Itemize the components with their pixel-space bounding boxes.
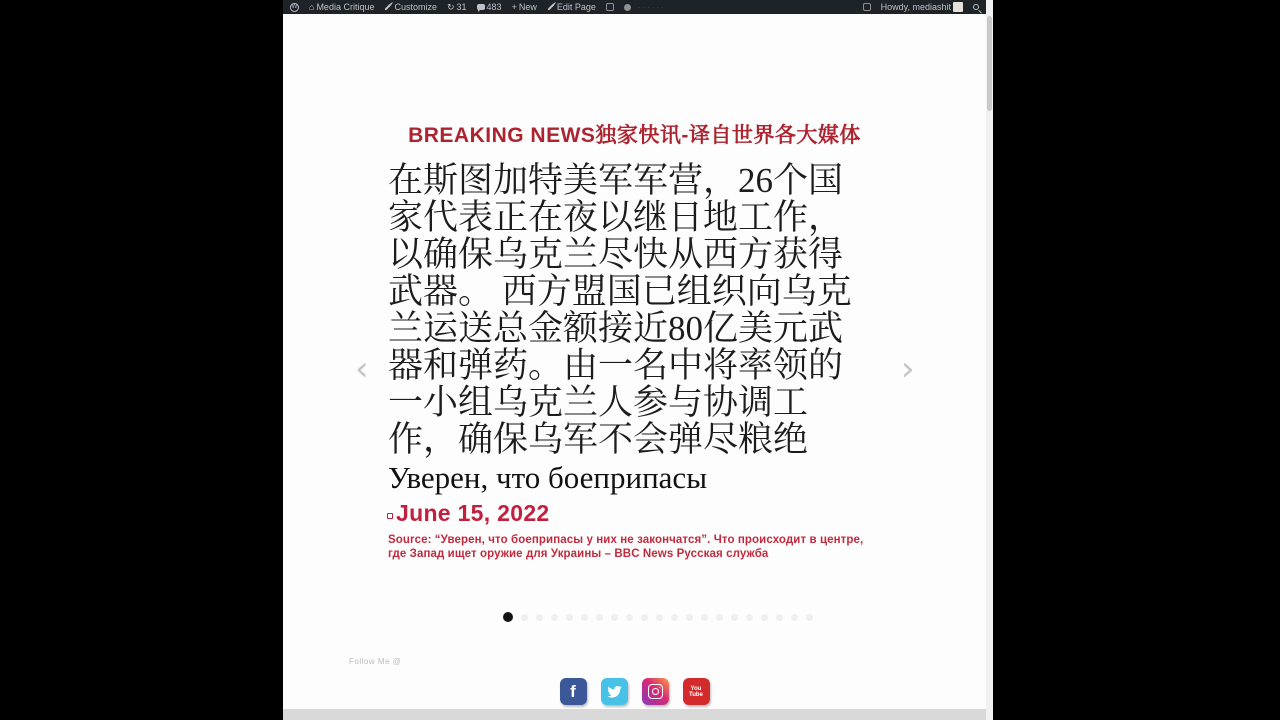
user-avatar [953, 2, 963, 12]
new-content-menu[interactable] [509, 0, 540, 14]
article-line: 器和弹药。由一名中将率领的 [388, 346, 844, 385]
facebook-icon[interactable]: f [560, 678, 587, 705]
twitter-bird-icon [606, 683, 623, 700]
instagram-camera-icon [648, 684, 663, 699]
wp-logo-menu[interactable] [287, 0, 302, 14]
pagination-dot[interactable] [731, 614, 738, 621]
follow-me-label: Follow Me @ [349, 657, 402, 666]
comments-count: 483 [486, 2, 502, 12]
new-label: New [518, 2, 537, 12]
pagination-dot[interactable] [686, 614, 693, 621]
article-line: 武器。 西方盟国已组织向乌克 [388, 272, 852, 311]
scrollbar-thumb[interactable] [987, 16, 992, 111]
article-line: 以确保乌克兰尽快从西方获得 [388, 235, 844, 274]
instagram-lens-icon [652, 688, 659, 695]
plugin-icon-1 [606, 3, 614, 11]
pagination-dot-active[interactable] [503, 612, 513, 622]
pagination-dot[interactable] [806, 614, 813, 621]
article-line: 一小组乌克兰人参与协调工 [388, 383, 809, 422]
updates-icon: ↻ [446, 1, 455, 12]
youtube-label-top: You [690, 685, 702, 692]
my-account-menu[interactable] [878, 0, 966, 14]
twitter-icon[interactable] [601, 678, 628, 705]
pagination-dot[interactable] [791, 614, 798, 621]
carousel-pagination[interactable] [503, 612, 813, 622]
comments-bubble-icon [477, 4, 485, 10]
youtube-icon[interactable] [683, 678, 710, 705]
site-name-label: Media Critique [316, 2, 375, 12]
plus-icon: + [511, 1, 517, 12]
pagination-dot[interactable] [626, 614, 633, 621]
article-line: 兰运送总金额接近80亿美元武 [388, 309, 844, 348]
carousel-prev-arrow[interactable]: ‹ [355, 349, 369, 389]
browser-scrollbar[interactable] [986, 0, 993, 720]
customize-menu[interactable] [381, 0, 440, 14]
pagination-dot[interactable] [551, 614, 558, 621]
updates-count: 31 [456, 2, 467, 12]
edit-page-label: Edit Page [556, 2, 596, 12]
article-line: 家代表正在夜以继日地工作， [388, 198, 844, 237]
customize-pencil-icon [385, 3, 392, 10]
search-icon [973, 4, 979, 10]
pagination-dot[interactable] [641, 614, 648, 621]
plugin-icon-2 [624, 4, 631, 11]
article-line: 作，确保乌军不会弹尽粮绝 [388, 420, 809, 459]
pagination-dot[interactable] [581, 614, 588, 621]
pagination-dot[interactable] [596, 614, 603, 621]
pagination-dot[interactable] [746, 614, 753, 621]
article-body [388, 162, 893, 458]
social-icon-row [283, 678, 986, 705]
wp-admin-toolbar [283, 0, 986, 14]
pagination-dot[interactable] [566, 614, 573, 621]
site-name-menu[interactable] [306, 0, 377, 14]
pagination-dot[interactable] [776, 614, 783, 621]
calendar-icon [387, 513, 393, 519]
breaking-news-heading: BREAKING NEWS独家快讯-译自世界各大媒体 [408, 124, 861, 147]
plugin-menu-1[interactable] [603, 0, 617, 14]
browser-page [283, 0, 986, 720]
article-line: 在斯图加特美军军营，26个国 [388, 161, 844, 200]
edit-page-menu[interactable] [544, 0, 599, 14]
carousel-next-arrow[interactable]: › [901, 349, 915, 389]
wordpress-icon: W [291, 3, 298, 10]
faint-overlay-text: ······ [637, 2, 666, 12]
date-row [387, 500, 986, 527]
pagination-dot[interactable] [656, 614, 663, 621]
notification-icon [863, 3, 871, 11]
pagination-dot[interactable] [701, 614, 708, 621]
edit-pencil-icon [547, 3, 554, 10]
pagination-dot[interactable] [536, 614, 543, 621]
next-section-edge [283, 709, 986, 720]
updates-menu[interactable] [444, 0, 470, 14]
customize-label: Customize [394, 2, 437, 12]
comments-menu[interactable] [474, 0, 505, 14]
pagination-dot[interactable] [761, 614, 768, 621]
instagram-icon[interactable] [642, 678, 669, 705]
search-menu[interactable] [970, 0, 982, 14]
plugin-menu-2[interactable] [621, 0, 634, 14]
source-citation: Source: “Уверен, что боеприпасы у них не закончатся”. Что происходит в центре, где Запад ищет оружие для Украины – BBC News Русская служба [388, 534, 864, 560]
post-date: June 15, 2022 [396, 500, 550, 526]
youtube-label-bottom: Tube [689, 691, 703, 698]
pagination-dot[interactable] [611, 614, 618, 621]
pagination-dot[interactable] [671, 614, 678, 621]
instagram-flash-dot [659, 687, 661, 689]
russian-headline: Уверен, что боеприпасы [388, 460, 708, 495]
pagination-dot[interactable] [716, 614, 723, 621]
howdy-label: Howdy, mediashit [880, 2, 951, 12]
notification-menu[interactable] [860, 0, 874, 14]
pagination-dot[interactable] [521, 614, 528, 621]
home-icon: ⌂ [309, 1, 315, 12]
